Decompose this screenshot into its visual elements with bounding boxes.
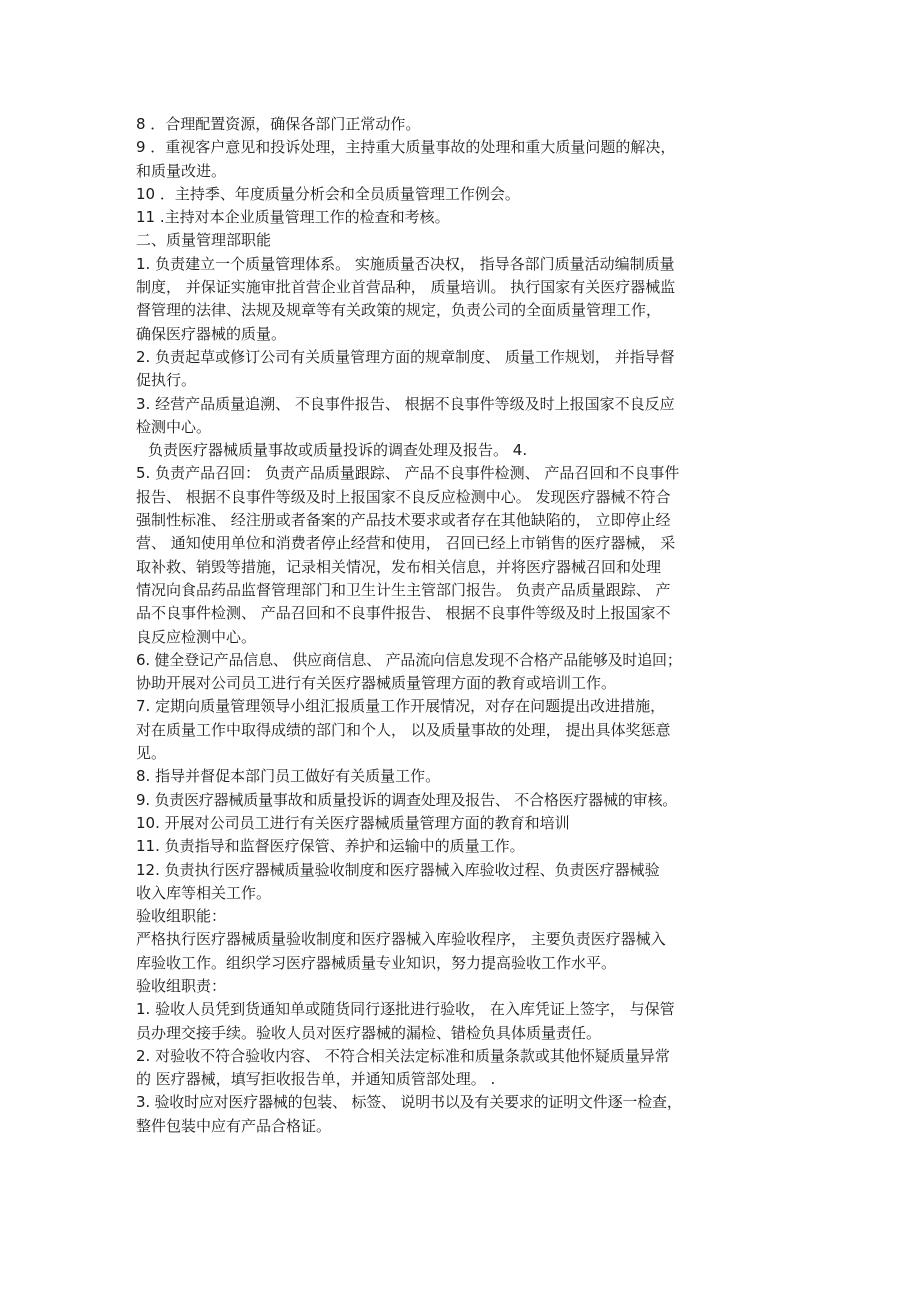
text-line: 品不良事件检测、 产品召回和不良事件报告、 根据不良事件等级及时上报国家不 — [136, 604, 671, 623]
text-line: 营、 通知使用单位和消费者停止经营和使用， 召回已经上市销售的医疗器械， 采 — [136, 534, 676, 553]
text-line: 负责医疗器械质量事故或质量投诉的调查处理及报告。 4. — [148, 441, 528, 460]
section-heading: 二、质量管理部职能 — [136, 231, 272, 250]
text-line: 8 ．合理配置资源，确保各部门正常动作。 — [136, 115, 421, 133]
section-heading: 验收组职能： — [136, 907, 227, 926]
text-line: 取补救、销毁等措施，记录相关情况，发布相关信息，并将医疗器械召回和处理 — [136, 557, 662, 576]
text-line: 协助开展对公司员工进行有关医疗器械质量管理方面的教育或培训工作。 — [136, 674, 617, 693]
text-line: 整件包装中应有产品合格证。 — [136, 1116, 332, 1135]
section-heading: 验收组职责： — [136, 976, 227, 995]
text-line: 6. 健全登记产品信息、 供应商信息、 产品流向信息发现不合格产品能够及时追回； — [136, 650, 682, 669]
text-line: 11. 负责指导和监督医疗保管、养护和运输中的质量工作。 — [136, 837, 525, 856]
text-line: 2. 负责起草或修订公司有关质量管理方面的规章制度、 质量工作规划， 并指导督 — [136, 347, 675, 366]
text-line: 库验收工作。组织学习医疗器械质量专业知识，努力提高验收工作水平。 — [136, 953, 617, 972]
text-line: 严格执行医疗器械质量验收制度和医疗器械入库验收程序， 主要负责医疗器械入 — [136, 930, 666, 949]
text-line: 3. 验收时应对医疗器械的包装、 标签、 说明书以及有关要求的证明文件逐一检查， — [136, 1093, 682, 1112]
text-line: 促执行。 — [136, 371, 197, 390]
text-line: 9. 负责医疗器械质量事故和质量投诉的调查处理及报告、 不合格医疗器械的审核。 — [136, 790, 678, 809]
text-line: 员办理交接手续。验收人员对医疗器械的漏检、错检负具体质量责任。 — [136, 1023, 602, 1042]
text-line: 3. 经营产品质量追溯、 不良事件报告、 根据不良事件等级及时上报国家不良反应 — [136, 394, 675, 413]
document-body — [136, 113, 746, 1138]
text-line: 收入库等相关工作。 — [136, 883, 272, 902]
text-line: 制度， 并保证实施审批首营企业首营品种， 质量培训。 执行国家有关医疗器械监 — [136, 278, 676, 297]
text-line: 督管理的法律、法规及规章等有关政策的规定，负责公司的全面质量管理工作， — [136, 301, 662, 320]
text-line: 7. 定期向质量管理领导小组汇报质量工作开展情况，对存在问题提出改进措施， — [136, 697, 666, 716]
text-line: 情况向食品药品监督管理部门和卫生计生主管部门报告。 负责产品质量跟踪、 产 — [136, 580, 671, 599]
text-line: 和质量改进。 — [136, 161, 227, 180]
text-line: 8. 指导并督促本部门员工做好有关质量工作。 — [136, 767, 441, 786]
text-line: 报告、 根据不良事件等级及时上报国家不良反应检测中心。 发现医疗器械不符合 — [136, 487, 671, 506]
text-line: 强制性标准、 经注册或者备案的产品技术要求或者存在其他缺陷的， 立即停止经 — [136, 511, 671, 530]
text-line: 11 .主持对本企业质量管理工作的检查和考核。 — [136, 208, 450, 227]
text-line: 检测中心。 — [136, 417, 212, 436]
text-line: 2. 对验收不符合验收内容、 不符合相关法定标准和质量条款或其他怀疑质量异常 — [136, 1046, 670, 1065]
text-line: 良反应检测中心。 — [136, 627, 257, 646]
text-line: 1. 验收人员凭到货通知单或随货同行逐批进行验收， 在入库凭证上签字， 与保管 — [136, 1000, 675, 1019]
text-line: 1. 负责建立一个质量管理体系。 实施质量否决权， 指导各部门质量活动编制质量 — [136, 254, 675, 273]
text-line: 10. 开展对公司员工进行有关医疗器械质量管理方面的教育和培训 — [136, 813, 570, 832]
text-line: 10 ．主持季、年度质量分析会和全员质量管理工作例会。 — [136, 184, 520, 203]
text-line: 对在质量工作中取得成绩的部门和个人， 以及质量事故的处理， 提出具体奖惩意 — [136, 720, 671, 739]
text-line: 12. 负责执行医疗器械质量验收制度和医疗器械入库验收过程、负责医疗器械验 — [136, 860, 660, 879]
text-line: 9 ．重视客户意见和投诉处理，主持重大质量事故的处理和重大质量问题的解决， — [136, 138, 676, 157]
text-line: 确保医疗器械的质量。 — [136, 324, 287, 343]
text-line: 的 医疗器械，填写拒收报告单，并通知质管部处理。 . — [136, 1070, 496, 1089]
text-line: 5. 负责产品召回： 负责产品质量跟踪、 产品不良事件检测、 产品召回和不良事件 — [136, 464, 680, 483]
text-line: 见。 — [136, 744, 167, 763]
